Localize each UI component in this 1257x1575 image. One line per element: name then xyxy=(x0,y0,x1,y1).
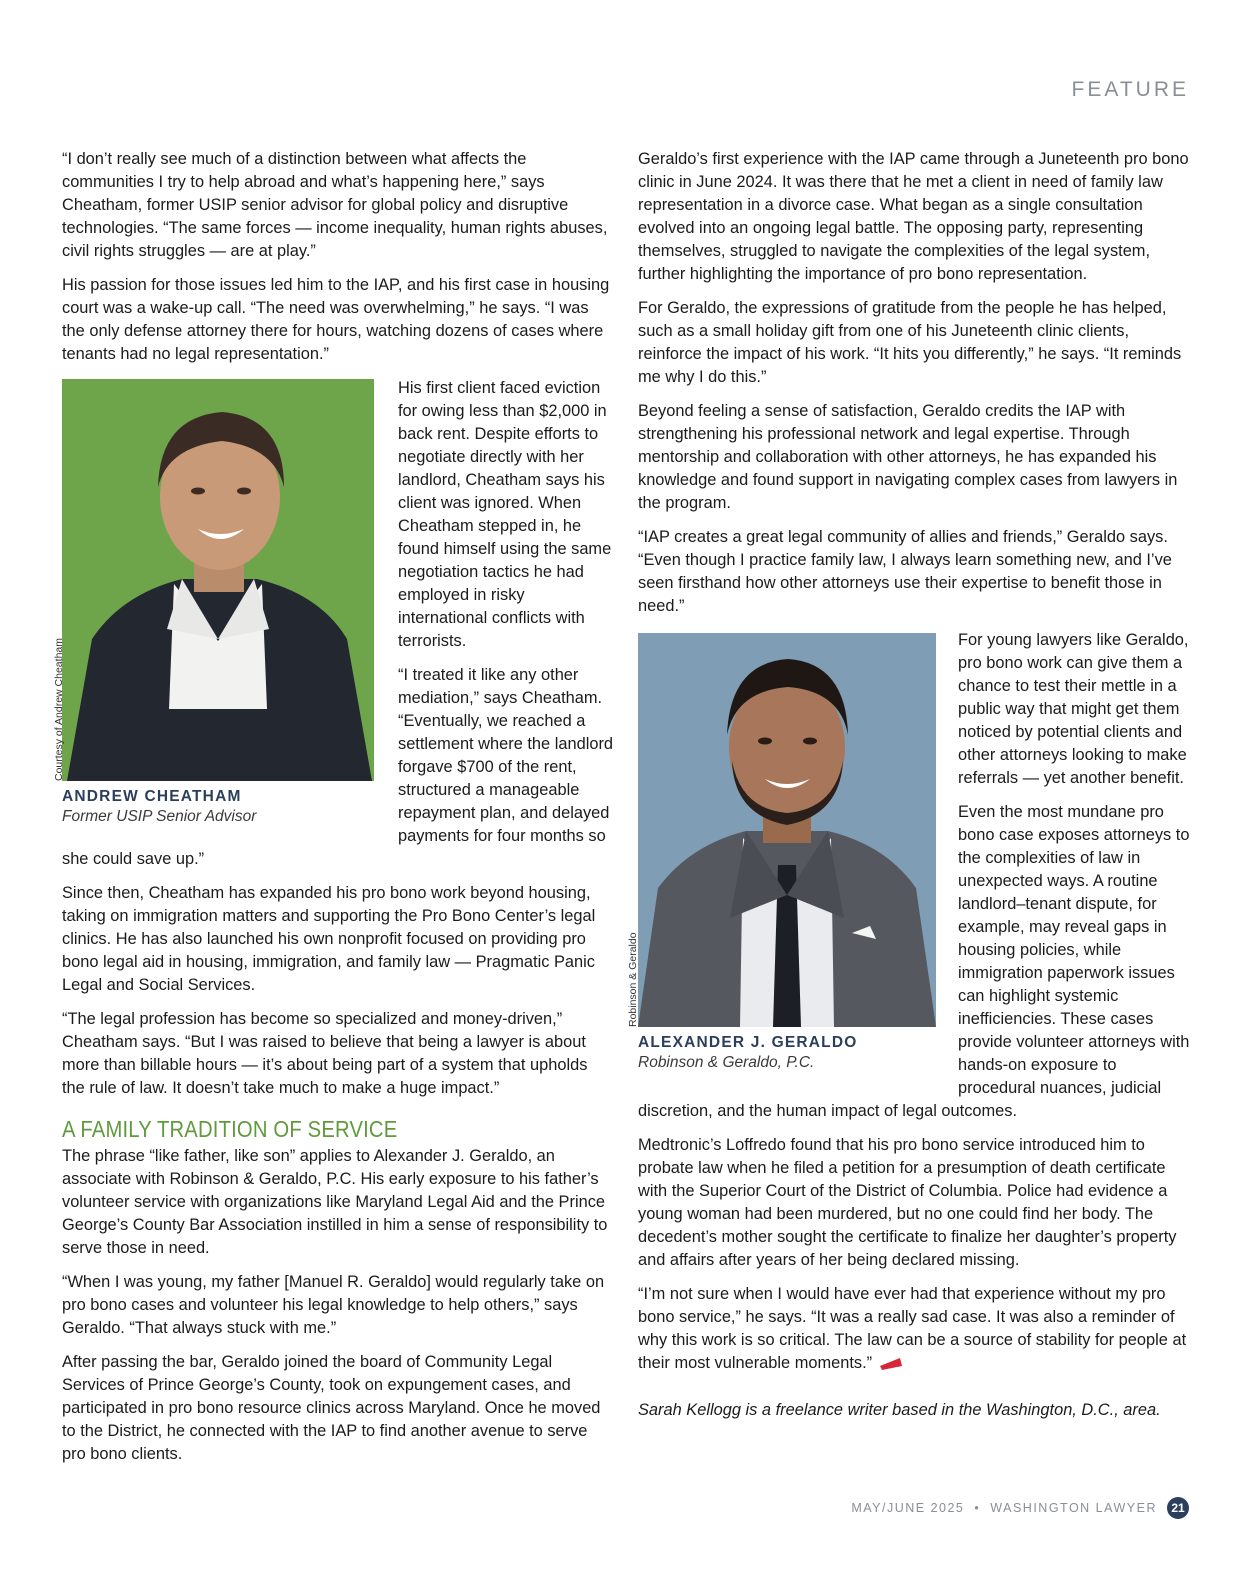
body-paragraph: “IAP creates a great legal community of allies and friends,” Geraldo says. “Even though I practice family law, I always learn something new, and I’ve seen firsthand how other attorneys use their expertise to benefit those in need.” xyxy=(638,528,1172,615)
body-paragraph: Since then, Cheatham has expanded his pro bono work beyond housing, taking on immigration matters and supporting the Pro Bono Center’s legal clinics. He has also launched his own nonprofit focused on providing pro bono legal aid in housing, immigration, and family law — Pragmatic Panic Legal and Social Services. xyxy=(62,884,596,994)
body-paragraph: “When I was young, my father [Manuel R. Geraldo] would regularly take on pro bono cases and volunteer his legal knowledge to help others,” says Geraldo. “That always stuck with me.” xyxy=(62,1273,605,1337)
body-paragraph: After passing the bar, Geraldo joined the board of Community Legal Services of Prince George’s County, took on expungement cases, and participated in pro bono resource clinics across Maryland. Once he moved to the District, he connected with the IAP to find another avenue to serve pro bono clients. xyxy=(62,1353,601,1463)
photo-cheatham-figure xyxy=(53,379,374,833)
photo-credit: Robinson & Geraldo xyxy=(627,932,639,1027)
right-column xyxy=(627,148,1190,1433)
body-paragraph: Even the most mundane pro bono case exposes attorneys to the complexities of law in unexpected ways. A routine landlord–tenant dispute, for example, may reveal gaps in housing policies, while immigration paperwork issues can highlight systemic inefficiencies. These cases provide volunteer attorneys with hands-on exposure to procedural nuances, judicial discretion, and the human impact of legal outcomes. xyxy=(638,803,1190,1120)
body-paragraph: Geraldo’s first experience with the IAP came through a Juneteenth pro bono clinic in June 2024. It was there that he met a client in need of family law representation in a divorce case. What began as a single consultation evolved into an ongoing legal battle. The opposing party, representing themselves, struggled to navigate the complexities of the legal system, further highlighting the importance of pro bono representation. xyxy=(638,150,1189,283)
body-paragraph: The phrase “like father, like son” applies to Alexander J. Geraldo, an associate with Robinson & Geraldo, P.C. His early exposure to his father’s volunteer service with organizations like Maryland Legal Aid and the Prince George’s County Bar Association instilled in him a sense of responsibility to serve those in need. xyxy=(62,1147,608,1257)
section-label: FEATURE xyxy=(1071,78,1189,101)
body-paragraph: “The legal profession has become so specialized and money-driven,” Cheatham says. “But I was raised to believe that being a lawyer is about more than billable hours — it’s about being part of a system that upholds the rule of law. It doesn’t take much to make a huge impact.” xyxy=(62,1010,588,1097)
footer-separator: • xyxy=(974,1501,981,1515)
body-paragraph-final xyxy=(638,1283,1190,1375)
body-paragraph: “I don’t really see much of a distinction between what affects the communities I try to help abroad and what’s happening here,” says Cheatham, former USIP senior advisor for global policy and disruptive technologies. “The same forces — income inequality, human rights abuses, civil rights struggles — are at play.” xyxy=(62,150,608,260)
photo-caption-name: ALEXANDER J. GERALDO xyxy=(638,1034,858,1051)
photo-caption-name: ANDREW CHEATHAM xyxy=(62,788,242,805)
page-number-badge: 21 xyxy=(1167,1497,1189,1519)
body-paragraph: His passion for those issues led him to the IAP, and his first case in housing court was a wake-up call. “The need was overwhelming,” he says. “I was the only defense attorney there for hours, watching dozens of cases where tenants had no legal representation.” xyxy=(62,276,610,363)
left-column xyxy=(53,148,614,1477)
body-paragraph: Medtronic’s Loffredo found that his pro bono service introduced him to probate law when he filed a petition for a presumption of death certificate with the Superior Court of the District of Columbia. Police had evidence a young woman had been murdered, but no one could find her body. The decedent’s mother sought the certificate to finalize her daughter’s property and affairs after years of her being declared missing. xyxy=(638,1136,1177,1269)
photo-caption-title: Robinson & Geraldo, P.C. xyxy=(638,1054,815,1071)
geraldo-portrait-photo xyxy=(638,633,936,1027)
body-paragraph: For Geraldo, the expressions of gratitude from the people he has helped, such as a small holiday gift from one of his Juneteenth clinic clients, reinforce the impact of his work. “It hits you differently,” he says. “It reminds me why I do this.” xyxy=(638,299,1182,386)
section-subhead: A FAMILY TRADITION OF SERVICE xyxy=(62,1116,398,1142)
end-mark-icon xyxy=(878,1357,904,1371)
body-paragraph: For young lawyers like Geraldo, pro bono work can give them a chance to test their mettle in a public way that might get them noticed by potential clients and other attorneys looking to make referrals — yet another benefit. xyxy=(958,631,1189,787)
issue-date: MAY/JUNE 2025 xyxy=(851,1501,965,1515)
photo-geraldo-figure xyxy=(627,633,936,1079)
author-bio: Sarah Kellogg is a freelance writer based in the Washington, D.C., area. xyxy=(638,1401,1161,1419)
photo-credit: Courtesy of Andrew Cheatham xyxy=(53,638,65,781)
body-paragraph: “I treated it like any other mediation,” says Cheatham. “Eventually, we reached a settlement where the landlord forgave $700 of the rent, structured a manageable repayment plan, and delayed payments for four months so she could save up.” xyxy=(62,666,614,868)
photo-caption-title: Former USIP Senior Advisor xyxy=(62,808,257,825)
body-paragraph: Beyond feeling a sense of satisfaction, Geraldo credits the IAP with strengthening his professional network and legal expertise. Through mentorship and collaboration with other attorneys, he has expanded his knowledge and found support in navigating complex cases from lawyers in the program. xyxy=(638,402,1178,512)
final-quote: “I’m not sure when I would have ever had that experience without my pro bono service,” he says. “It was a really sad case. It was also a reminder of why this work is so critical. The law can be a source of stability for people at their most vulnerable moments.” xyxy=(638,1285,1187,1372)
cheatham-portrait-photo xyxy=(62,379,374,781)
publication-name: WASHINGTON LAWYER xyxy=(990,1501,1157,1515)
body-paragraph: His first client faced eviction for owing less than $2,000 in back rent. Despite efforts to negotiate directly with her landlord, Cheatham says his client was ignored. When Cheatham stepped in, he found himself using the same negotiation tactics he had employed in risky international conflicts with terrorists. xyxy=(398,379,612,650)
page-footer xyxy=(851,1497,1189,1519)
